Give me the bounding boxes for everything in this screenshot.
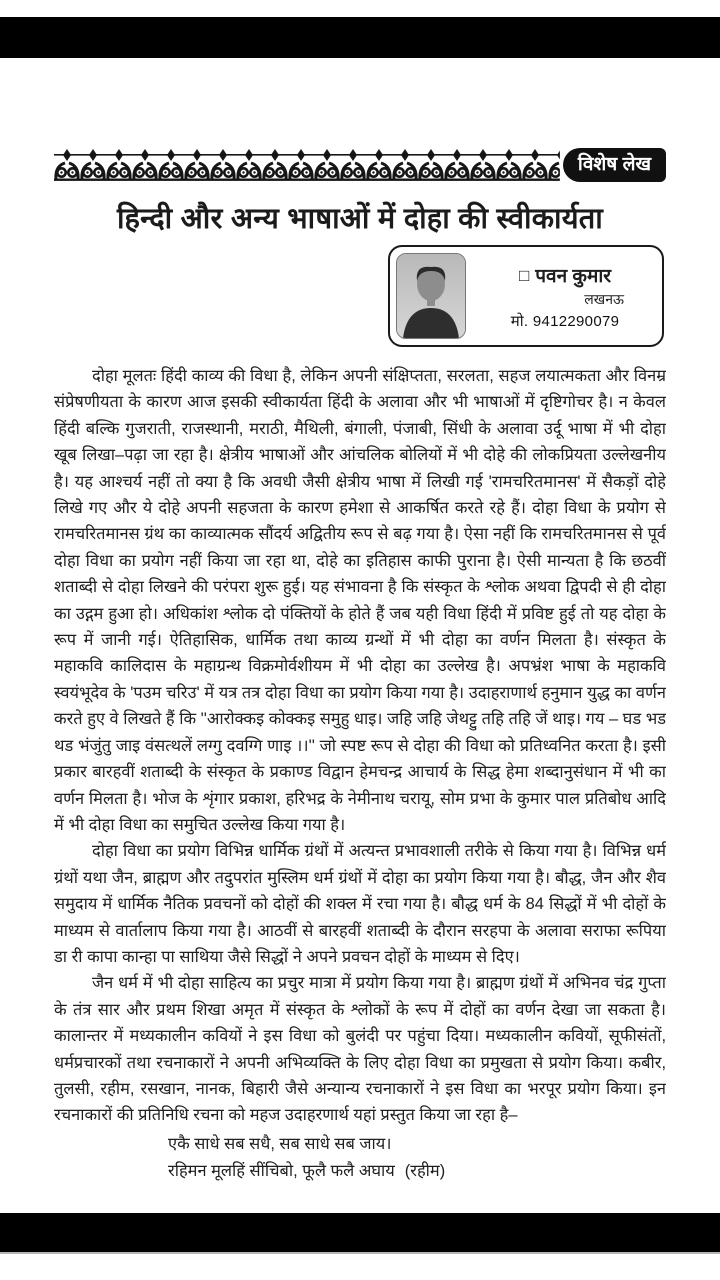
section-badge: विशेष लेख bbox=[563, 148, 666, 182]
ornament-border-icon bbox=[54, 148, 560, 182]
bottom-letterbox-bar bbox=[0, 1213, 720, 1252]
paragraph-3: जैन धर्म में भी दोहा साहित्य का प्रचुर मात्रा में प्रयोग किया गया है। ब्राह्मण ग्रंथों में अभिनव चंद्र गुप्ता के तंत्र सार और प्रथम शिखा अमृत में संस्कृत के श्लोकों के रूप में दोहों का वर्णन देखा जा सकता है। कालान्तर में मध्यकालीन कवियों ने इस विधा को बुलंदी पर पहुंचा दिया। मध्यकालीन कवियों, सूफीसंतों, धर्मप्रचारकों तथा रचनाकारों ने अपनी अभिव्यक्ति के लिए दोहा विधा का प्रमुखता से प्रयोग किया। कबीर, तुलसी, रहीम, रसखान, नानक, बिहारी जैसे अन्यान्य रचनाकारों ने इस विधा का भरपूर प्रयोग किया। इन रचनाकारों की प्रतिनिधि रचना को महज उदाहरणार्थ यहां प्रस्तुत किया जा रहा है– bbox=[54, 974, 666, 1125]
author-name bbox=[476, 262, 654, 288]
author-meta bbox=[476, 262, 654, 331]
couplet-line-1: एकै साधे सब सधै, सब साधे सब जाय। bbox=[168, 1134, 392, 1153]
square-bullet-icon: □ bbox=[518, 265, 530, 285]
couplet-block bbox=[168, 1131, 666, 1185]
author-name-text: पवन कुमार bbox=[535, 265, 612, 287]
author-mobile: मो. 9412290079 bbox=[510, 312, 620, 330]
top-letterbox-bar bbox=[0, 17, 720, 58]
article-page bbox=[54, 148, 666, 1188]
couplet-line-2-text: रहिमन मूलहिं सींचिबो, फूलै फलै अघाय bbox=[168, 1161, 395, 1180]
couplet-line-2 bbox=[168, 1158, 666, 1185]
author-photo bbox=[396, 253, 466, 339]
couplet-attribution: (रहीम) bbox=[404, 1161, 446, 1180]
header-row bbox=[54, 148, 666, 182]
article-body bbox=[54, 363, 666, 1129]
paragraph-1: दोहा मूलतः हिंदी काव्य की विधा है, लेकिन अपनी संक्षिप्तता, सरलता, सहज लयात्मकता और विनम्र संप्रेषणीयता के कारण आज इसकी स्वीकार्यता हिंदी के अलावा और भी भाषाओं में दृष्टिगोचर है। न केवल हिंदी बल्कि गुजराती, राजस्थानी, मराठी, मैथिली, बंगाली, पंजाबी, सिंधी के अलावा उर्दू भाषा में भी दोहा खूब लिखा–पढ़ा जा रहा है। क्षेत्रीय भाषाओं और आंचलिक बोलियों में भी दोहे की लोकप्रियता उल्लेखनीय है। यह आश्चर्य नहीं तो क्या है कि अवधी जैसी क्षेत्रीय भाषा में लिखी गई 'रामचरितमानस' में सैकड़ों दोहे लिखे गए और ये दोहे अपनी सहजता के कारण हमेशा से आकर्षित करते रहे हैं। दोहा विधा के प्रयोग से रामचरितमानस ग्रंथ का काव्यात्मक सौंदर्य अद्वितीय रूप से बढ़ गया है। ऐसा नहीं कि रामचरितमानस से पूर्व दोहा विधा का प्रयोग नहीं किया जा रहा था, दोहे का इतिहास काफी पुराना है। ऐसी मान्यता है कि छठवीं शताब्दी से दोहा लिखने की परंपरा शुरू हुई। यह संभावना है कि संस्कृत के श्लोक अथवा द्विपदी से ही दोहा का उद्गम हुआ हो। अधिकांश श्लोक दो पंक्तियों के होते हैं जब यही विधा हिंदी में प्रविष्ट हुई तो यह दोहा के रूप में जानी गई। ऐतिहासिक, धार्मिक तथा काव्य ग्रन्थों में भी दोहा का वर्णन मिलता है। संस्कृत के महाकवि कालिदास के महाग्रन्थ विक्रमोर्वशीयम में भी दोहा का उल्लेख है। अपभ्रंश भाषा के महाकवि स्वयंभूदेव के 'पउम चरिउ' में यत्र तत्र दोहा विधा का प्रयोग किया गया है। उदाहराणार्थ हनुमान युद्ध का वर्णन करते हुए वे लिखते हैं कि ''आरोक्कइ कोक्कइ समुहु धाइ। जहि जहि जेथट्टु तहि तहि जें थाइ। गय – घड भड थड भंजुंतु जाइ वंसत्थलें लग्गु दवग्गि णाइ ।।'' जो स्पष्ट रूप से दोहा की विधा को प्रतिध्वनित करता है। इसी प्रकार बारहवीं शताब्दी के संस्कृत के प्रकाण्ड विद्वान हेमचन्द्र आचार्य के सिद्ध हेमा शब्दानुसंधान में भी का वर्णन मिलता है। भोज के शृंगार प्रकाश, हरिभद्र के नेमीनाथ चरायू, सोम प्रभा के कुमार पाल प्रतिबोध आदि में भी दोहा विधा का समुचित उल्लेख किया गया है। bbox=[54, 367, 666, 834]
article-title: हिन्दी और अन्य भाषाओं में दोहा की स्वीकार्यता bbox=[117, 203, 603, 235]
paragraph-2: दोहा विधा का प्रयोग विभिन्न धार्मिक ग्रंथों में अत्यन्त प्रभावशाली तरीके से किया गया है। विभिन्न धर्म ग्रंथों यथा जैन, ब्राह्मण और तदुपरांत मुस्लिम धर्म ग्रंथों में दोहा का प्रयोग किया गया है। बौद्ध, जैन और शैव समुदाय में धार्मिक नैतिक प्रवचनों को दोहों की शक्ल में रचा गया है। बौद्ध धर्म के 84 सिद्धों में भी दोहों के माध्यम से वार्तालाप किया गया है। आठवीं से बारहवीं शताब्दी के दौरान सरहपा के अलावा सराफा रूपिया डा री कापा कान्हा पा साथिया जैसे सिद्धों ने अपने प्रवचन दोहों के माध्यम से दिए। bbox=[54, 842, 666, 966]
author-city: लखनऊ bbox=[584, 290, 624, 307]
author-box bbox=[388, 245, 664, 347]
